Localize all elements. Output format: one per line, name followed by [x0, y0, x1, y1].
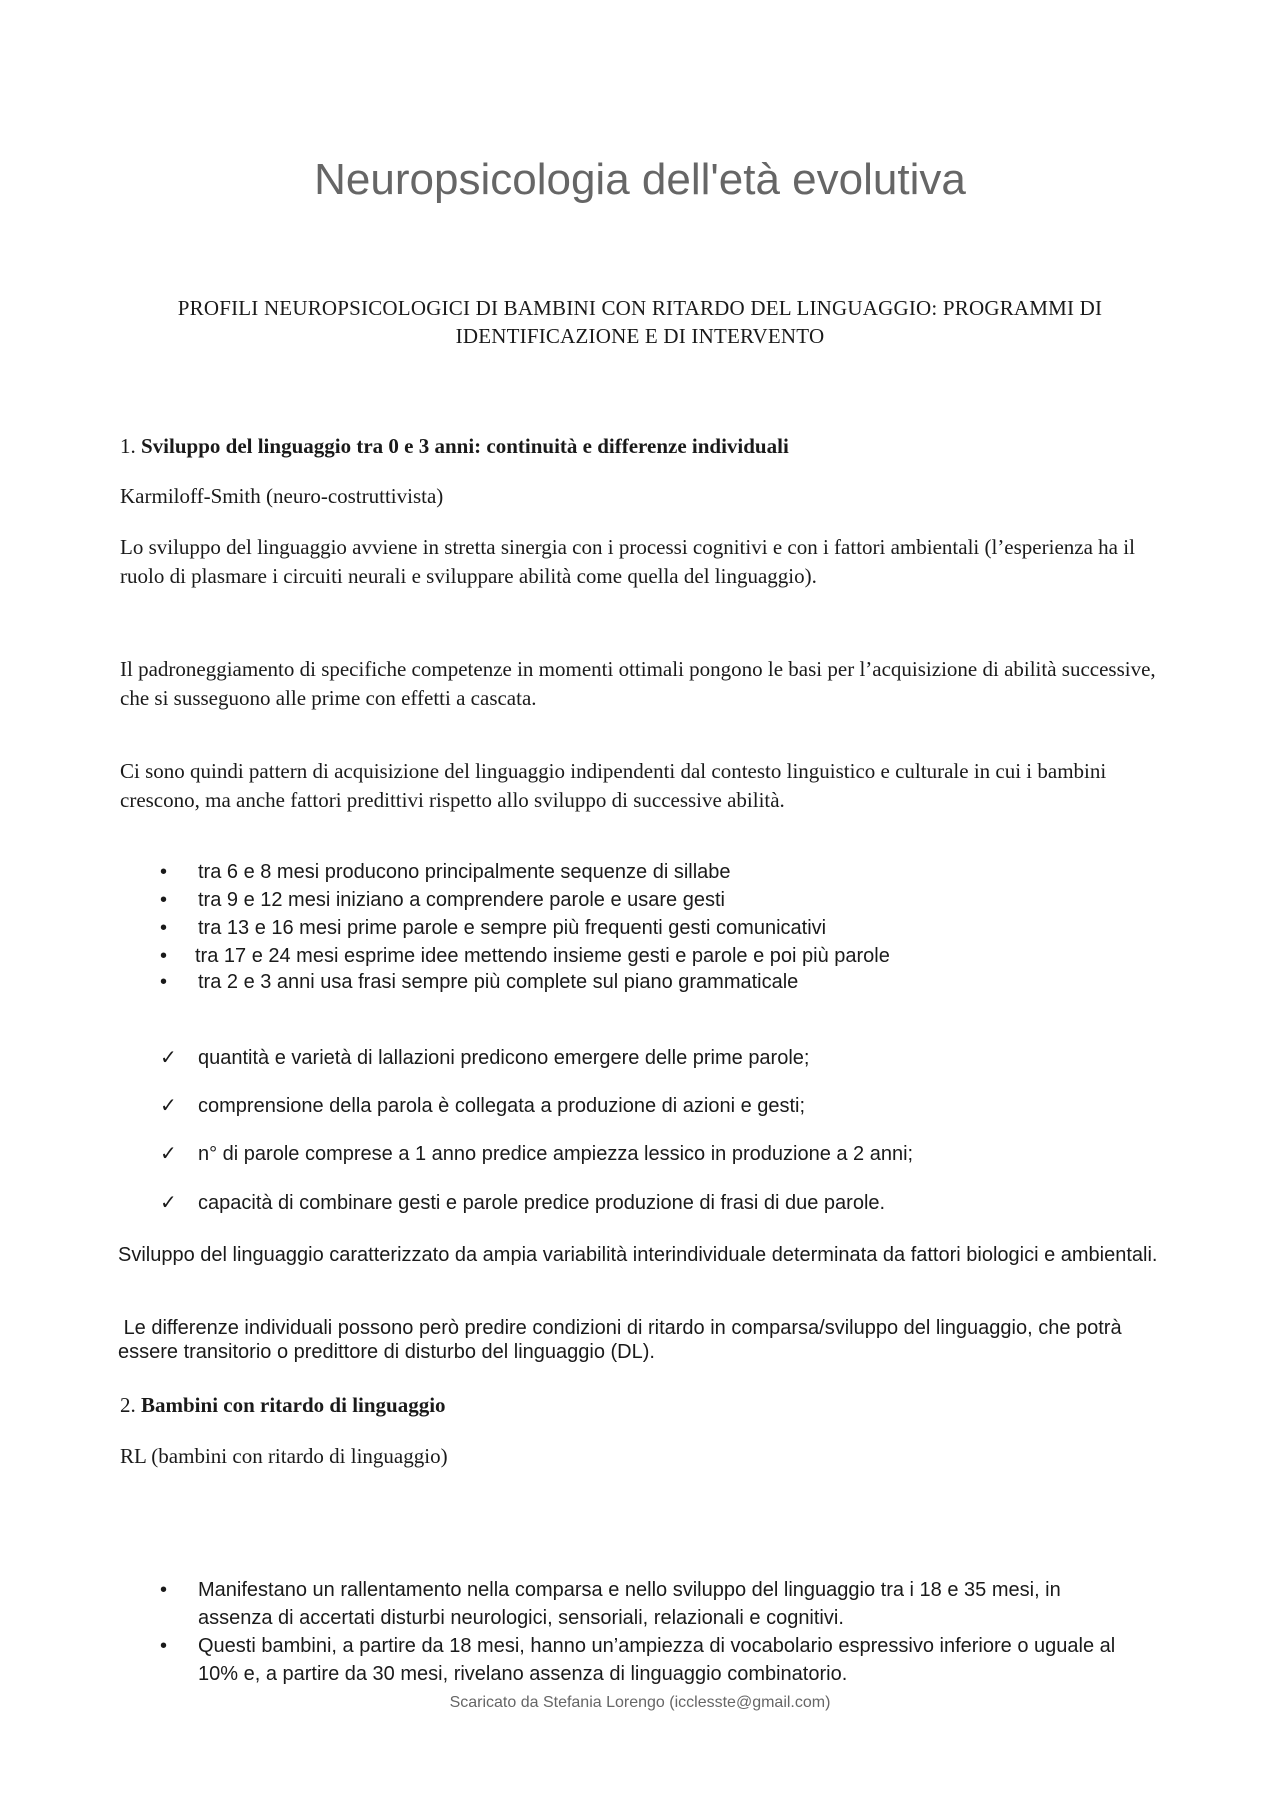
bullet-icon: • — [160, 945, 168, 967]
rl-definition: RL (bambini con ritardo di linguaggio) — [120, 1444, 448, 1468]
download-footer: Scaricato da Stefania Lorengo (icclesste@gmail.com) — [449, 1694, 831, 1711]
document-page: Neuropsicologia dell'età evolutiva PROFILI NEUROPSICOLOGICI DI BAMBINI CON RITARDO DEL LINGUAGGIO: PROGRAMMI DI IDENTIFICAZIONE E DI INTERVENTO 1. Sviluppo del linguaggio tra 0 e 3 anni: continuità e differenze individuali Karmiloff-Smith (neuro-costruttivista) Lo sviluppo del linguaggio avviene in stretta sinergia con i processi cognitivi e con i fattori ambientali (l’esperienza ha il ruolo di plasmare i circuiti neurali e sviluppare abilità come quella del linguaggio). Il padroneggiamento di specifiche competenze in momenti ottimali pongono le basi per l’acquisizione di abilità successive, che si susseguono alle prime con effetti a cascata. Ci sono quindi pattern di acquisizione del linguaggio indipendenti dal contesto linguistico e culturale in cui i bambini crescono, ma anche fattori predittivi rispetto allo sviluppo di successive abilità. • tra 6 e 8 mesi producono principalmente sequenze di sillabe • tra 9 e 12 mesi iniziano a comprendere parole e usare gesti • tra 13 e 16 mesi prime parole e sempre più frequenti gesti comunicativi • tra 17 e 24 mesi esprime idee mettendo insieme gesti e parole e poi più parole • tra 2 e 3 anni usa frasi sempre più complete sul piano grammaticale ✓ quantità e varietà di lallazioni predicono emergere delle prime parole; ✓ comprensione della parola è collegata a produzione di azioni e gesti; ✓ n° di parole comprese a 1 anno predice ampiezza lessico in produzione a 2 anni; ✓ capacità di combinare gesti e parole predice produzione di frasi di due parole. Sviluppo del linguaggio caratterizzato da ampia variabilità interindividuale determinata da fattori biologici e ambientali. Le differenze individuali possono però predire condizioni di ritardo in comparsa/sviluppo del linguaggio, che potrà essere transitorio o predittore di disturbo del linguaggio (DL). 2. Bambini con ritardo di linguaggio RL (bambini con ritardo di linguaggio) • Manifestano un rallentamento nella comparsa e nello sviluppo del linguaggio tra i 18 e 35 mesi, in assenza di accertati disturbi neurologici, sensoriali, relazionali e cognitivi. • Questi bambini, a partire da 18 mesi, hanno un’ampiezza di vocabolario espressivo inferiore o uguale al 10% e, a partire da 30 mesi, rivelano assenza di linguaggio combinatorio. Scaricato da Stefania Lorengo (icclesste@gmail.com) — [0, 0, 1280, 1811]
document-subtitle: PROFILI NEUROPSICOLOGICI DI BAMBINI CON RITARDO DEL LINGUAGGIO: PROGRAMMI DI IDENTIFICAZIONE E DI INTERVENTO — [177, 296, 1103, 348]
bullet-icon: • — [160, 861, 168, 883]
section-1-title: Sviluppo del linguaggio tra 0 e 3 anni: continuità e differenze individuali — [141, 434, 789, 458]
section-1-number: 1. — [120, 434, 136, 458]
check-icon: ✓ — [160, 1047, 177, 1069]
section-2-number: 2. — [120, 1393, 136, 1417]
section-2-heading — [120, 1391, 1170, 1420]
paragraph-1: Lo sviluppo del linguaggio avviene in stretta sinergia con i processi cognitivi e con i fattori ambientali (l’esperienza ha il ruolo di plasmare i circuiti neurali e sviluppare abilità come quella del linguaggio). — [120, 535, 1135, 588]
bullet-icon: • — [160, 1579, 168, 1601]
paragraph-5: Le differenze individuali possono però predire condizioni di ritardo in comparsa/sviluppo del linguaggio, che potrà essere transitorio o predittore di disturbo del linguaggio (DL). — [118, 1317, 1128, 1363]
section-1-heading — [120, 432, 1170, 461]
bullet-icon: • — [160, 917, 168, 939]
header-mark — [628, 0, 652, 2]
bullet-icon: • — [160, 889, 168, 911]
bullet-icon: • — [160, 1635, 168, 1657]
paragraph-3: Ci sono quindi pattern di acquisizione del linguaggio indipendenti dal contesto linguistico e culturale in cui i bambini crescono, ma anche fattori predittivi rispetto allo sviluppo di successive abilità. — [120, 759, 1107, 812]
bullet-icon: • — [160, 971, 168, 993]
document-title: Neuropsicologia dell'età evolutiva — [314, 155, 966, 204]
check-icon: ✓ — [160, 1095, 177, 1117]
check-icon: ✓ — [160, 1192, 177, 1214]
section-2-title: Bambini con ritardo di linguaggio — [141, 1393, 446, 1417]
paragraph-2: Il padroneggiamento di specifiche competenze in momenti ottimali pongono le basi per l’acquisizione di abilità successive, che si susseguono alle prime con effetti a cascata. — [120, 657, 1156, 710]
check-icon: ✓ — [160, 1143, 177, 1165]
paragraph-4: Sviluppo del linguaggio caratterizzato da ampia variabilità interindividuale determinata da fattori biologici e ambientali. — [118, 1244, 1158, 1266]
author-line: Karmiloff-Smith (neuro-costruttivista) — [120, 484, 444, 508]
